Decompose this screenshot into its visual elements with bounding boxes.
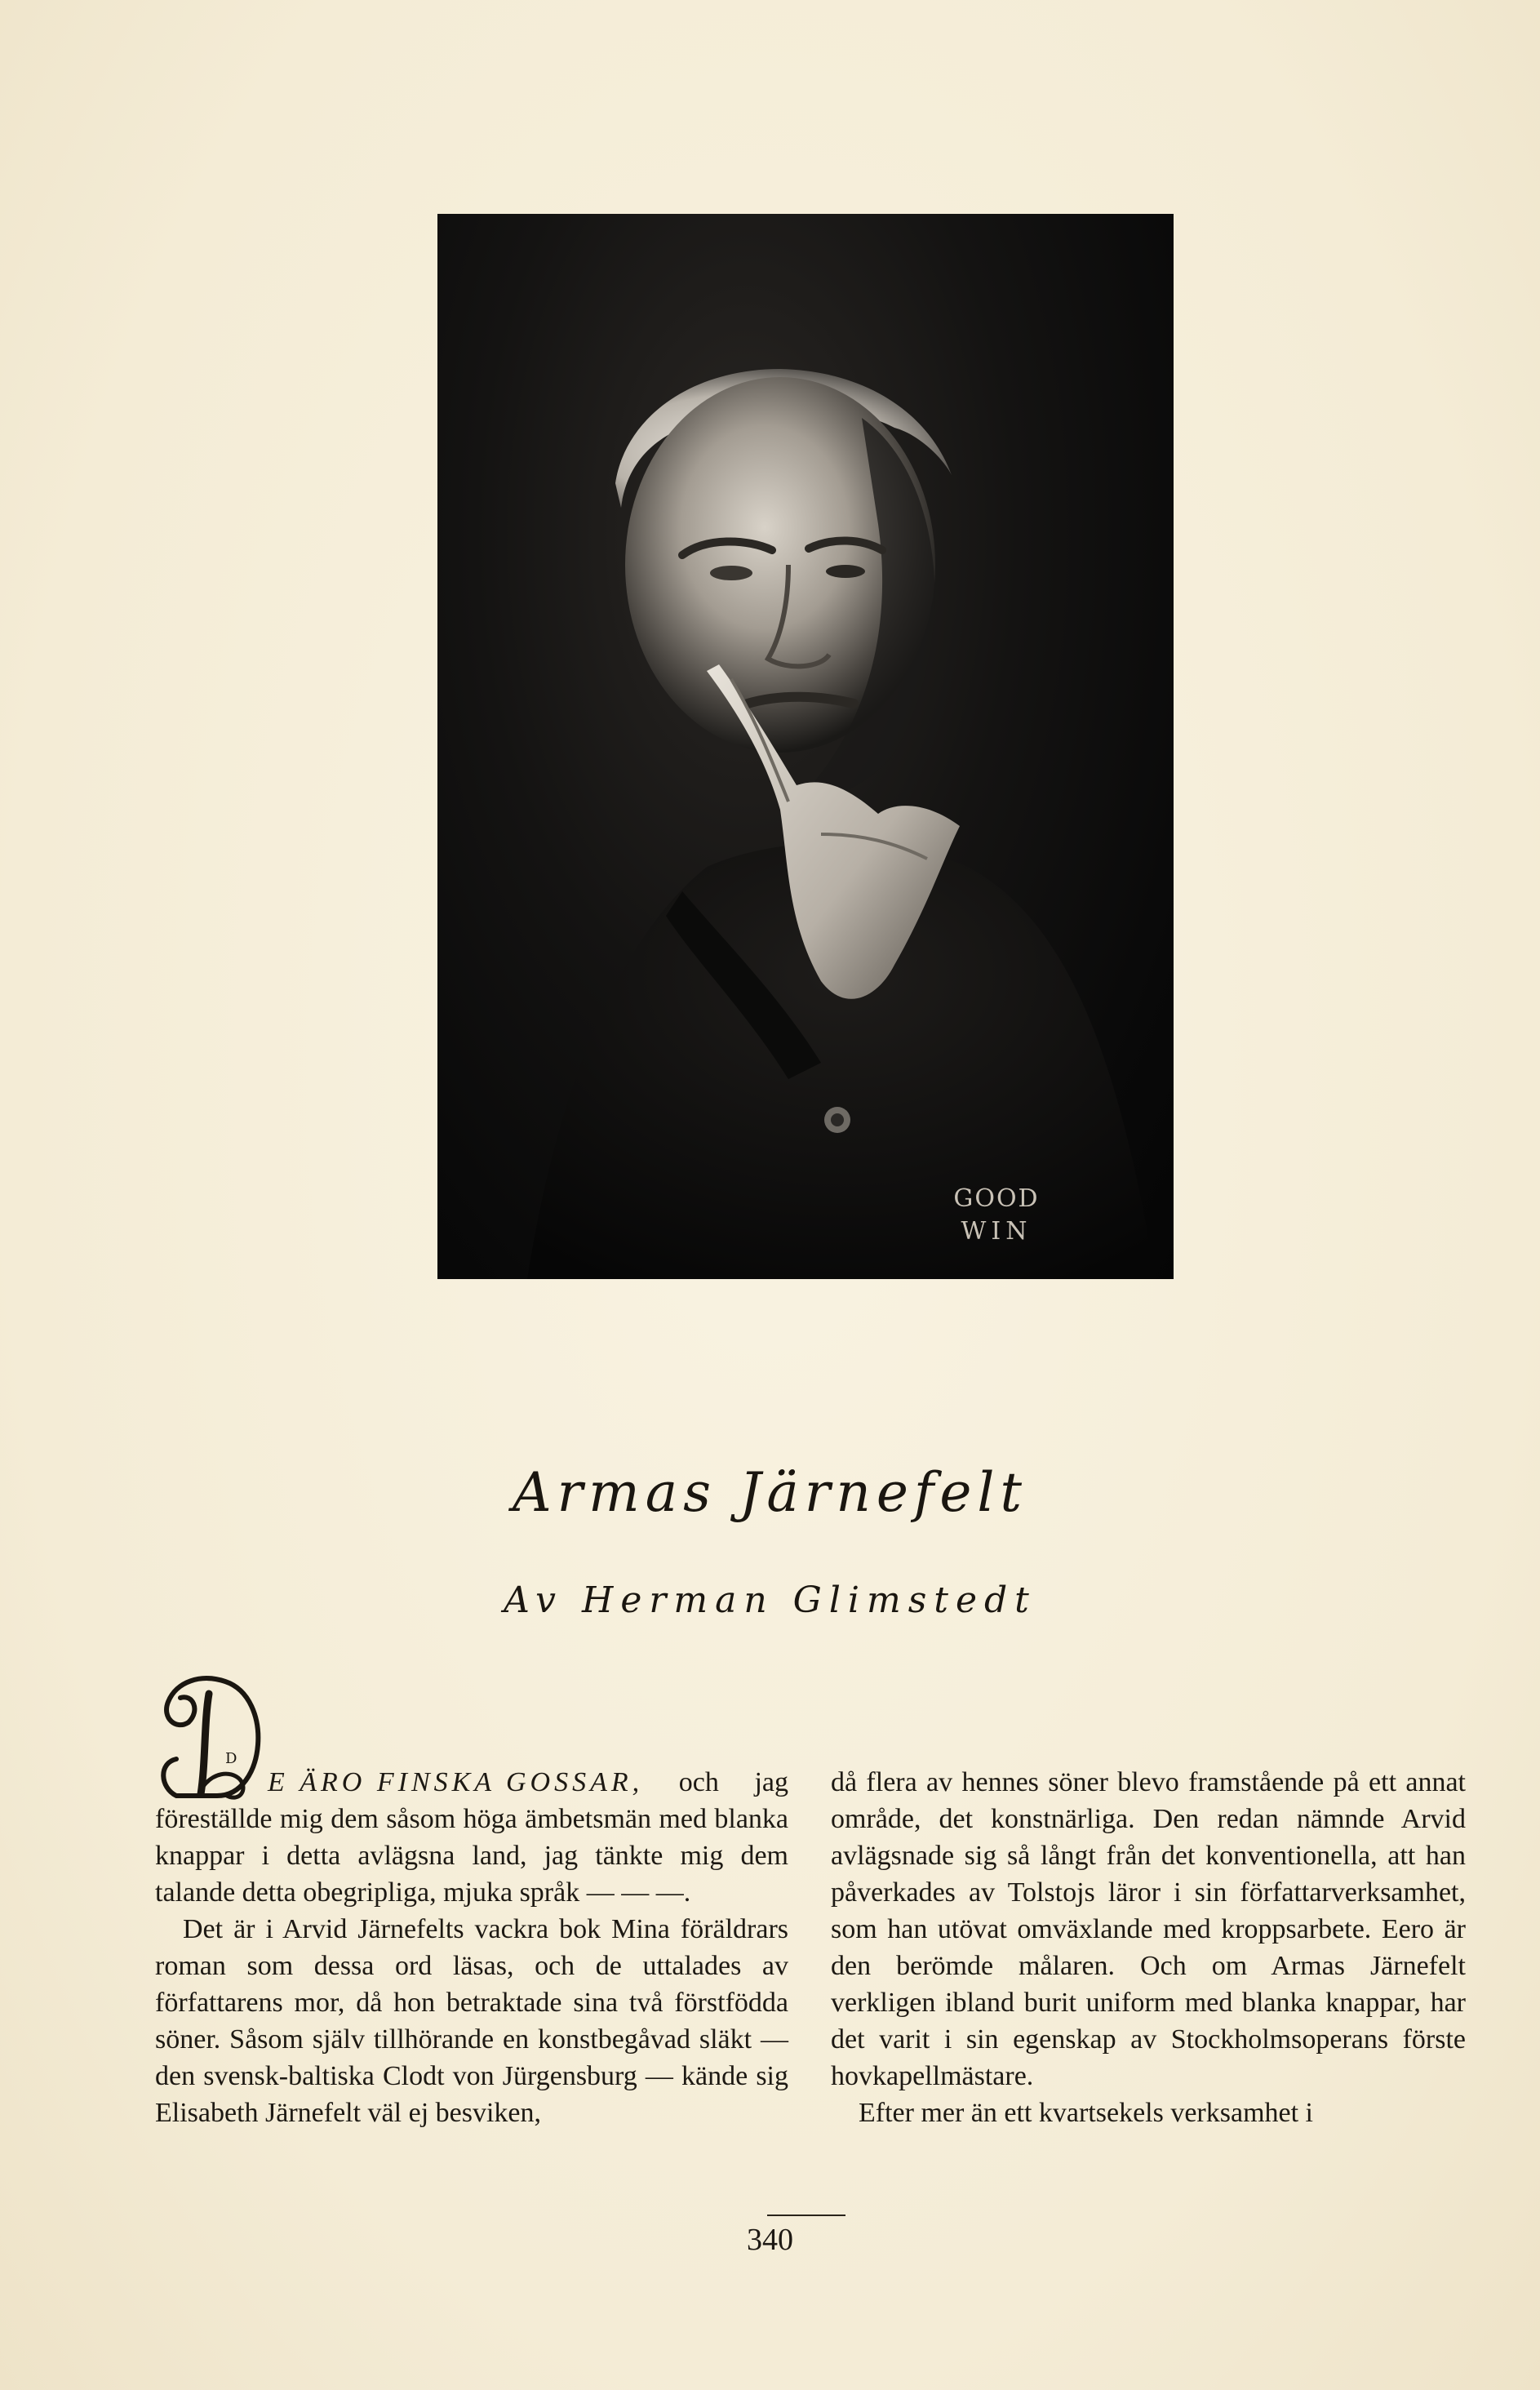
right-column [831,1764,1466,2131]
monogram-line1: GOOD [953,1184,1040,1213]
left-paragraph-2: Det är i Arvid Järnefelts vackra bok Mina föräldrars roman som dessa ord läsas, och de uttalades av författarens mor, då hon betraktade sina två förstfödda söner. Såsom själv tillhörande en konstbegåvad släkt — den svensk-baltiska Clodt von Jürgensburg — kände sig Elisabeth Järnefelt väl ej besviken, [155,1914,788,2128]
left-column [155,1764,788,2131]
dropcap-letter: D [225,1750,237,1767]
photographer-monogram [939,1177,1054,1251]
article-byline: Av Herman Glimstedt [504,1579,1036,1621]
article-title: Armas Järnefelt [512,1461,1028,1524]
opening-small-caps: E ÄRO FINSKA GOSSAR, [268,1767,644,1797]
portrait-illustration [437,214,1174,1279]
monogram-line2: WIN [961,1217,1032,1246]
left-paragraph-1: och jag föreställde mig dem såsom höga ämbetsmän med blanka knappar i detta avlägsna land, jag tänkte mig dem talande detta obegripliga, mjuka språk — — —. [155,1767,788,1908]
right-paragraph-1: då flera av hennes söner blevo framstående på ett annat område, det konstnärliga. Den redan nämnde Arvid avlägsnade sig så långt från det konventionella, att han påverkades av Tolstojs läror i sin författarverksamhet, som han utövat omväxlande med kroppsarbete. Eero är den berömde målaren. Och om Armas Järnefelt verkligen ibland burit uniform med blanka knappar, har det varit i sin egenskap av Stockholmsoperans förste hovkapellmästare. [831,1767,1466,2091]
right-paragraph-2: Efter mer än ett kvartsekels verksamhet i [859,2098,1313,2128]
page-number: 340 [747,2223,793,2257]
page-number-rule [767,2215,845,2216]
portrait-photo [437,214,1174,1279]
